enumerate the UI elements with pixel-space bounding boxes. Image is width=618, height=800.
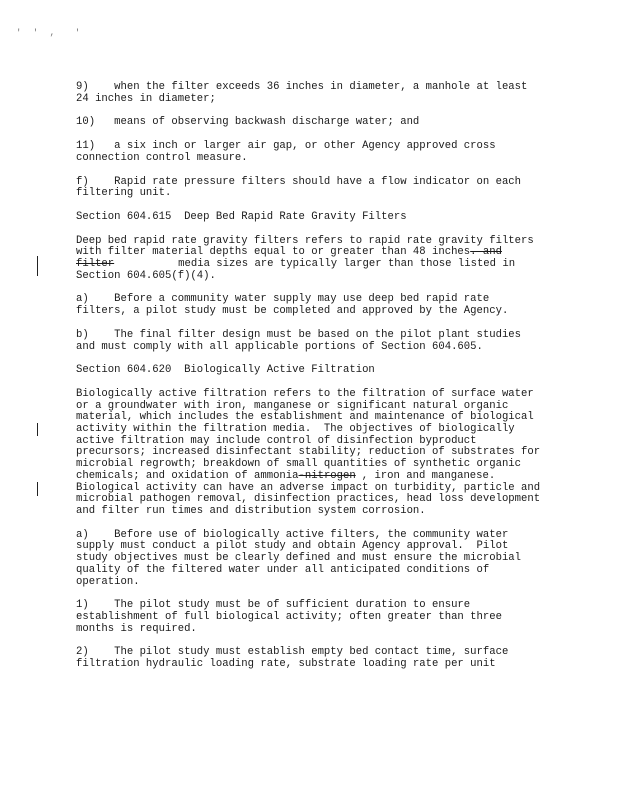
section-604-615-intro <box>76 236 546 283</box>
section-604-620-item-1: 1) The pilot study must be of sufficient duration to ensure establishment of full biological activity; often greater than three months is required. <box>76 599 509 635</box>
struck-text-nitrogen: -nitrogen <box>298 469 356 482</box>
revision-bar-1 <box>37 256 38 276</box>
scan-specks: ' ' , ' <box>16 28 84 38</box>
intro-text-a: Deep bed rapid rate gravity filters refers to rapid rate gravity filters with filter material depths equal to or greater than 48 inches <box>76 234 541 259</box>
struck-text-filter: filter <box>76 258 115 271</box>
item-11: 11) a six inch or larger air gap, or other Agency approved cross connection control measure. <box>76 140 502 164</box>
section-604-620-item-2: 2) The pilot study must establish empty bed contact time, surface filtration hydraulic loading rate, substrate loading rate per unit <box>76 646 515 671</box>
intro-text-b: media sizes are typically larger than those listed in Section 604.605(f)(4). <box>76 258 522 282</box>
section-604-620-item-a: a) Before use of biologically active filters, the community water supply must conduct a pilot study and obtain Agency approval. Pilot study objectives must be clearly defined and must ensure the microbial quality of the filtered water under all anticipated conditions of operation. <box>76 528 528 588</box>
struck-text-and: . and <box>470 246 502 259</box>
item-9: 9) when the filter exceeds 36 inches in diameter, a manhole at least 24 inches in diameter; <box>76 81 534 105</box>
section-604-620-heading: Section 604.620 Biologically Active Filtration <box>76 364 375 377</box>
section-604-620-intro <box>76 389 546 518</box>
revision-bar-3 <box>37 482 38 496</box>
section-604-615-item-b: b) The final filter design must be based on the pilot plant studies and must comply with all applicable portions of Section 604.605. <box>76 328 528 353</box>
revision-bar-2 <box>37 423 38 436</box>
intro-text-a: Biologically active filtration refers to the filtration of surface water or a groundwater with iron, manganese or significant natural organic material, which includes the establishment and maintenance of biological activity within the filtration media. The objectives of biologically active filtration may include control of disinfection byproduct precursors; increased disinfectant stability; reduction of substrates for microbial regrowth; breakdown of small quantities of synthetic organic chemicals; and oxidation of ammonia <box>76 387 547 482</box>
item-10: 10) means of observing backwash discharge water; and <box>76 116 420 129</box>
intro-text-b: , iron and manganese. Biological activity can have an adverse impact on turbidity, particle and microbial pathogen removal, disinfection practices, head loss development and filter run times and distribution system corrosion. <box>76 469 547 517</box>
document-body <box>76 82 546 671</box>
item-f: f) Rapid rate pressure filters should have a flow indicator on each filtering unit. <box>76 175 528 200</box>
section-604-615-heading: Section 604.615 Deep Bed Rapid Rate Gravity Filters <box>76 210 407 223</box>
section-604-615-item-a: a) Before a community water supply may use deep bed rapid rate filters, a pilot study must be completed and approved by the Agency. <box>76 293 509 318</box>
